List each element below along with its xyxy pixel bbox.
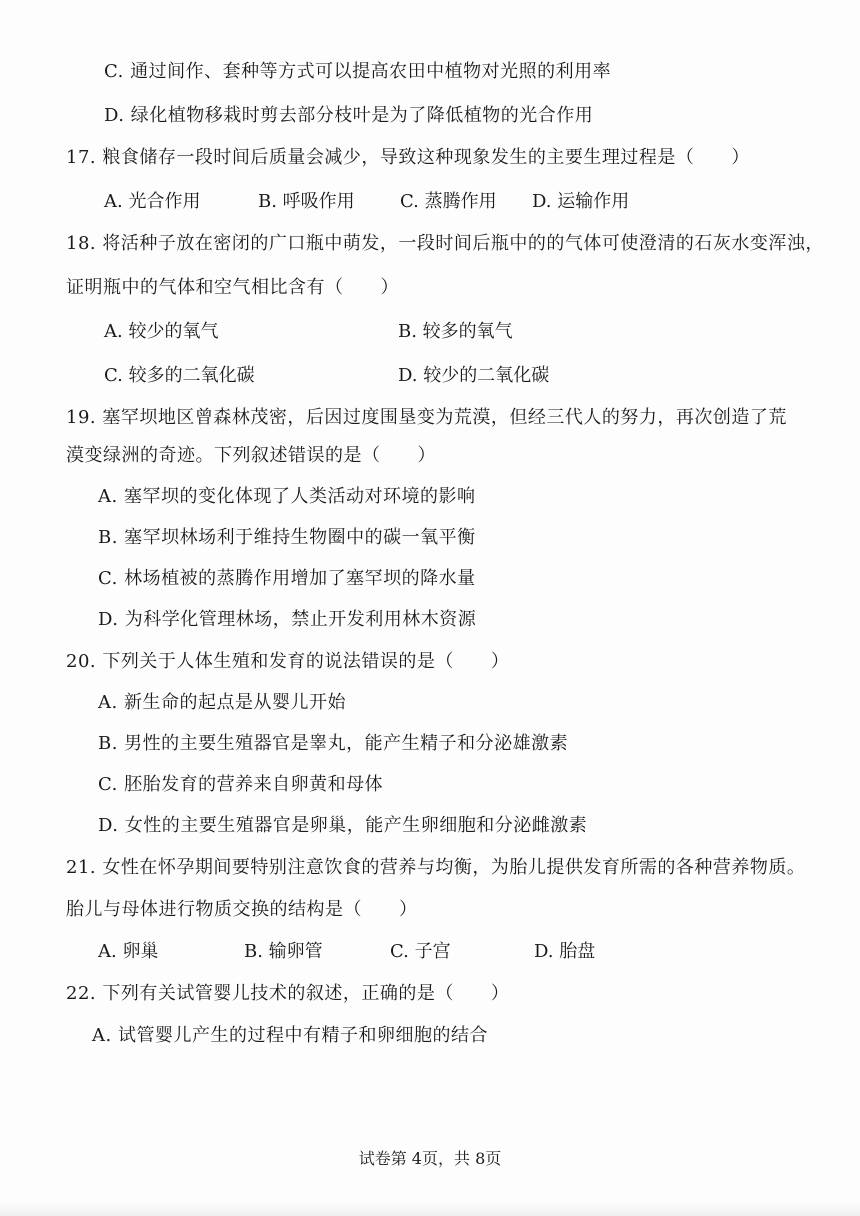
q17-option-a: A. 光合作用 [104, 191, 201, 212]
q21-option-b: B. 输卵管 [244, 941, 323, 962]
q21-option-c: C. 子宫 [390, 941, 451, 962]
q20-option-d: D. 女性的主要生殖器官是卵巢，能产生卵细胞和分泌雌激素 [98, 815, 588, 836]
q19-option-d: D. 为科学化管理林场，禁止开发利用林木资源 [98, 609, 477, 630]
q21-stem-line2: 胎儿与母体进行物质交换的结构是（ ） [66, 899, 418, 920]
q19-option-c: C. 林场植被的蒸腾作用增加了塞罕坝的降水量 [98, 568, 476, 589]
q19-option-b: B. 塞罕坝林场利于维持生物圈中的碳一氧平衡 [98, 527, 476, 548]
q21-stem-line1: 21. 女性在怀孕期间要特别注意饮食的营养与均衡，为胎儿提供发育所需的各种营养物质。 [66, 857, 806, 878]
q18-option-c: C. 较多的二氧化碳 [104, 365, 255, 386]
q16-option-c: C. 通过间作、套种等方式可以提高农田中植物对光照的利用率 [104, 61, 612, 82]
q22-option-a: A. 试管婴儿产生的过程中有精子和卵细胞的结合 [92, 1025, 488, 1046]
q21-option-d: D. 胎盘 [534, 941, 596, 962]
q22-stem: 22. 下列有关试管婴儿技术的叙述，正确的是（ ） [66, 983, 510, 1004]
scan-edge [0, 1202, 860, 1216]
q17-stem: 17. 粮食储存一段时间后质量会减少，导致这种现象发生的主要生理过程是（ ） [66, 147, 750, 168]
q18-stem-line1: 18. 将活种子放在密闭的广口瓶中萌发，一段时间后瓶中的的气体可使澄清的石灰水变浑浊， [66, 233, 824, 254]
q18-stem-line2: 证明瓶中的气体和空气相比含有（ ） [66, 277, 399, 298]
q21-option-a: A. 卵巢 [98, 941, 159, 962]
q18-option-b: B. 较多的氧气 [398, 321, 513, 342]
q20-option-b: B. 男性的主要生殖器官是睾丸，能产生精子和分泌雄激素 [98, 733, 569, 754]
q19-option-a: A. 塞罕坝的变化体现了人类活动对环境的影响 [98, 486, 476, 507]
q16-option-d: D. 绿化植物移栽时剪去部分枝叶是为了降低植物的光合作用 [104, 105, 594, 126]
q19-stem-line2: 漠变绿洲的奇迹。下列叙述错误的是（ ） [66, 445, 436, 466]
q18-option-d: D. 较少的二氧化碳 [398, 365, 550, 386]
q17-option-b: B. 呼吸作用 [258, 191, 355, 212]
q17-option-c: C. 蒸腾作用 [400, 191, 497, 212]
q18-option-a: A. 较少的氧气 [104, 321, 219, 342]
q17-option-d: D. 运输作用 [532, 191, 630, 212]
q20-option-c: C. 胚胎发育的营养来自卵黄和母体 [98, 774, 384, 795]
q20-stem: 20. 下列关于人体生殖和发育的说法错误的是（ ） [66, 651, 510, 672]
q19-stem-line1: 19. 塞罕坝地区曾森林茂密，后因过度围垦变为荒漠，但经三代人的努力，再次创造了荒 [66, 407, 787, 428]
q20-option-a: A. 新生命的起点是从婴儿开始 [98, 692, 346, 713]
page-footer: 试卷第 4页，共 8页 [358, 1149, 502, 1168]
